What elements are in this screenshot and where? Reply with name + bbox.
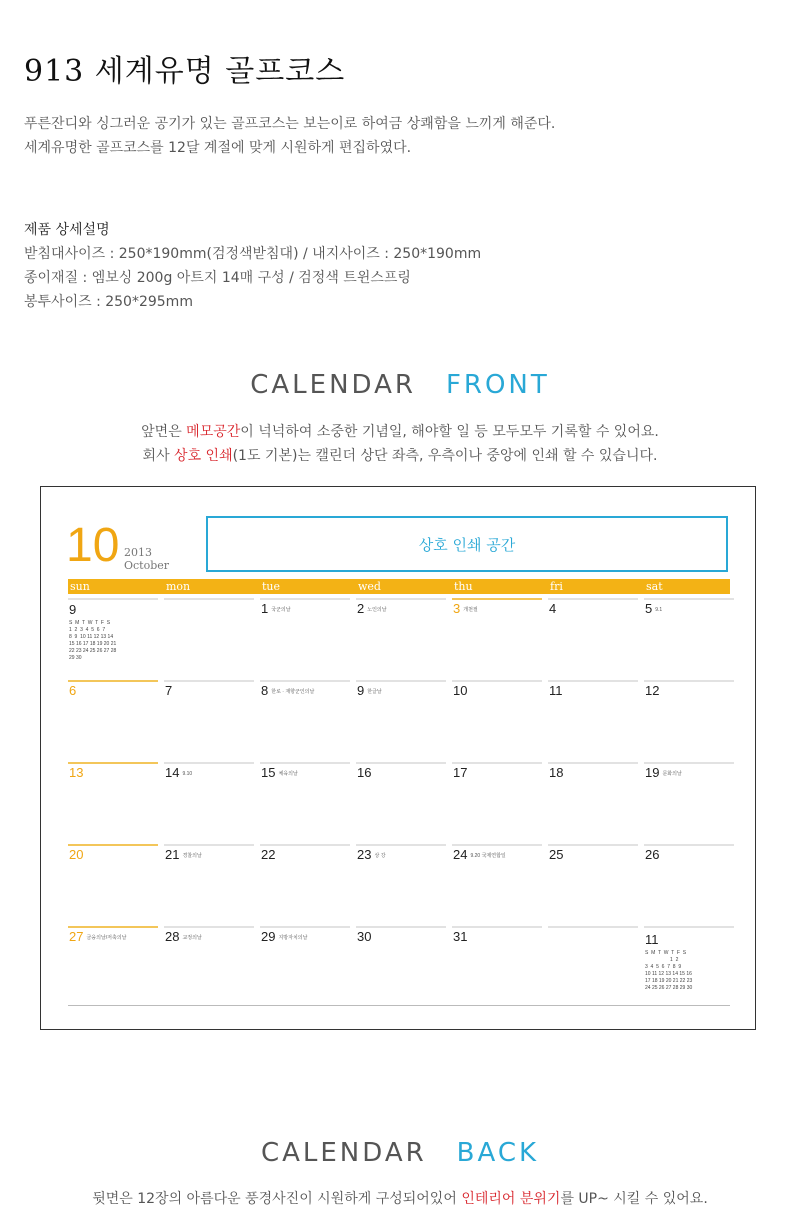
front-desc-1-highlight: 메모공간 (186, 424, 241, 440)
mini-calendar-row: 17 18 19 20 21 22 23 (645, 978, 693, 984)
month-year-label (124, 546, 169, 572)
day-number: 21 경찰의날 (165, 847, 202, 862)
mini-calendar-row: 22 23 24 25 26 27 28 (69, 648, 117, 654)
day-number: 19 문화의날 (645, 765, 682, 780)
day-number: 16 (357, 765, 372, 780)
front-title-calendar: CALENDAR (250, 370, 416, 400)
calendar-day-cell (260, 680, 356, 762)
calendar-day-cell (68, 598, 164, 680)
front-desc-line-1 (0, 420, 800, 444)
day-number: 12 (645, 683, 660, 698)
day-number: 23 상 강 (357, 847, 386, 862)
day-number: 20 (69, 847, 84, 862)
spec-heading: 제품 상세설명 (24, 222, 110, 238)
back-description (0, 1187, 800, 1211)
mini-calendar-row: 29 30 (69, 655, 82, 661)
day-note: 9.10 (182, 770, 193, 777)
year-label: 2013 (124, 546, 152, 559)
day-note: 한글날 (367, 689, 382, 696)
page-title: 913 세계유명 골프코스 (24, 54, 346, 89)
calendar-day-cell (548, 598, 644, 680)
mini-calendar-row: 3 4 5 6 7 8 9 (645, 964, 682, 970)
calendar-day-cell (164, 926, 260, 1008)
front-desc-line-2 (0, 444, 800, 468)
calendar-day-cell (548, 680, 644, 762)
calendar-day-cell (644, 844, 740, 926)
day-number: 5 9.1 (645, 601, 663, 616)
day-number: 22 (261, 847, 276, 862)
day-number: 27 금융의날/저축의날 (69, 929, 127, 944)
calendar-day-cell (452, 762, 548, 844)
calendar-day-cell (356, 680, 452, 762)
calendar-day-cell (452, 598, 548, 680)
day-note: 9.1 (655, 606, 663, 613)
weekday-mon: mon (166, 580, 191, 593)
mini-calendar-row: 10 11 12 13 14 15 16 (645, 971, 692, 977)
intro-line-2: 세계유명한 골프코스를 12달 계절에 맞게 시원하게 편집하였다. (24, 140, 412, 156)
calendar-day-cell (548, 926, 644, 1008)
mini-calendar-row: 1 2 3 4 5 6 7 (69, 627, 106, 633)
next-month-mini-calendar (645, 932, 692, 992)
weekday-wed: wed (358, 580, 381, 593)
month-name-label: October (124, 559, 170, 572)
calendar-day-cell (260, 598, 356, 680)
mini-calendar-row: S M T W T F S (645, 950, 687, 956)
mini-calendar-row: 15 16 17 18 19 20 21 (69, 641, 117, 647)
calendar-day-cell (164, 598, 260, 680)
day-number: 30 (357, 929, 372, 944)
mini-calendar-row: 8 9 10 11 12 13 14 (69, 634, 114, 640)
product-spec (24, 218, 481, 314)
back-desc-post: 를 UP~ 시킬 수 있어요. (560, 1191, 708, 1207)
day-number: 26 (645, 847, 660, 862)
mini-calendar-row: 24 25 26 27 28 29 30 (645, 985, 693, 991)
calendar-day-cell (452, 844, 548, 926)
back-section-title (0, 1138, 800, 1168)
mini-calendar-row: 1 2 (645, 957, 679, 963)
mini-calendar-month: 9 (69, 602, 77, 617)
mini-calendar-row: S M T W T F S (69, 620, 111, 626)
front-desc-1-post: 이 넉넉하여 소중한 기념일, 해야할 일 등 모두모두 기록할 수 있어요. (240, 424, 659, 440)
day-note: 지방자치의날 (278, 935, 308, 942)
day-note: 노인의날 (367, 607, 387, 614)
calendar-day-cell (164, 844, 260, 926)
day-note: 체육의날 (278, 771, 298, 778)
day-number: 28 교정의날 (165, 929, 202, 944)
calendar-day-cell (164, 762, 260, 844)
intro-line-1: 푸른잔디와 싱그러운 공기가 있는 골프코스는 보는이로 하여금 상쾌함을 느끼게 해준다. (24, 116, 556, 132)
day-number: 18 (549, 765, 564, 780)
day-note: 한로 · 재향군인의날 (271, 689, 315, 696)
day-number: 11 (549, 683, 563, 698)
prev-month-mini-calendar (69, 602, 116, 662)
day-note: 9.20 국제연합일 (470, 853, 506, 860)
day-number: 7 (165, 683, 173, 698)
company-print-area (206, 516, 728, 572)
day-number: 10 (453, 683, 468, 698)
day-note: 경찰의날 (182, 853, 202, 860)
day-number: 13 (69, 765, 84, 780)
weekday-sat: sat (646, 580, 663, 593)
weekday-sun: sun (70, 580, 90, 593)
day-number: 6 (69, 683, 77, 698)
calendar-day-cell (356, 598, 452, 680)
front-section-title (0, 370, 800, 400)
intro-text (24, 112, 555, 160)
calendar-day-cell (356, 844, 452, 926)
calendar-day-cell (164, 680, 260, 762)
calendar-day-cell (68, 680, 164, 762)
day-note: 국군의날 (271, 607, 291, 614)
back-desc-highlight: 인테리어 분위기 (461, 1191, 561, 1207)
calendar-day-cell (644, 598, 740, 680)
day-number: 31 (453, 929, 468, 944)
day-note: 문화의날 (662, 771, 682, 778)
mini-calendar-month: 11 (645, 932, 659, 947)
calendar-day-cell (452, 926, 548, 1008)
day-note: 금융의날/저축의날 (86, 935, 127, 942)
spec-line-1: 받침대사이즈 : 250*190mm(검정색받침대) / 내지사이즈 : 250*190mm (24, 246, 482, 262)
back-title-calendar: CALENDAR (260, 1138, 427, 1168)
calendar-day-cell (644, 762, 740, 844)
front-desc-2-post: (1도 기본)는 캘린더 상단 좌측, 우측이나 중앙에 인쇄 할 수 있습니다. (232, 448, 658, 464)
day-note: 개천절 (463, 607, 478, 614)
day-number: 4 (549, 601, 557, 616)
front-desc-1-pre: 앞면은 (141, 424, 187, 440)
day-note: 상 강 (374, 853, 386, 860)
weekday-tue: tue (262, 580, 281, 593)
calendar-day-cell (68, 844, 164, 926)
day-number: 14 9.10 (165, 765, 193, 780)
day-number: 17 (453, 765, 468, 780)
calendar-day-cell (452, 680, 548, 762)
calendar-day-cell (260, 926, 356, 1008)
back-title-back: BACK (456, 1138, 540, 1168)
front-description (0, 420, 800, 468)
front-desc-2-highlight: 상호 인쇄 (174, 448, 233, 464)
calendar-bottom-rule (68, 1005, 730, 1006)
calendar-day-cell (356, 926, 452, 1008)
calendar-day-cell (68, 926, 164, 1008)
day-number: 1 국군의날 (261, 601, 291, 616)
calendar-day-cell (548, 762, 644, 844)
day-number: 8 한로 · 재향군인의날 (261, 683, 315, 698)
calendar-day-cell (644, 926, 740, 1008)
company-print-label: 상호 인쇄 공간 (418, 535, 516, 554)
day-number: 3 개천절 (453, 601, 478, 616)
front-desc-2-pre: 회사 (142, 448, 175, 464)
calendar-day-cell (260, 844, 356, 926)
day-number: 25 (549, 847, 564, 862)
calendar-day-cell (548, 844, 644, 926)
day-note: 교정의날 (182, 935, 202, 942)
day-number: 29 지방자치의날 (261, 929, 308, 944)
day-number: 24 9.20 국제연합일 (453, 847, 506, 862)
calendar-day-cell (356, 762, 452, 844)
day-number: 15 체육의날 (261, 765, 298, 780)
day-number: 2 노인의날 (357, 601, 387, 616)
weekday-header (68, 579, 730, 594)
weekday-fri: fri (550, 580, 563, 593)
weekday-thu: thu (454, 580, 473, 593)
calendar-day-cell (260, 762, 356, 844)
back-desc-pre: 뒷면은 12장의 아름다운 풍경사진이 시원하게 구성되어있어 (92, 1191, 462, 1207)
day-number: 9 한글날 (357, 683, 382, 698)
calendar-day-cell (644, 680, 740, 762)
spec-line-2: 종이재질 : 엠보싱 200g 아트지 14매 구성 / 검정색 트윈스프링 (24, 270, 411, 286)
spec-line-3: 봉투사이즈 : 250*295mm (24, 294, 193, 310)
front-title-front: FRONT (445, 370, 550, 400)
month-number: 10 (66, 519, 120, 572)
calendar-day-cell (68, 762, 164, 844)
